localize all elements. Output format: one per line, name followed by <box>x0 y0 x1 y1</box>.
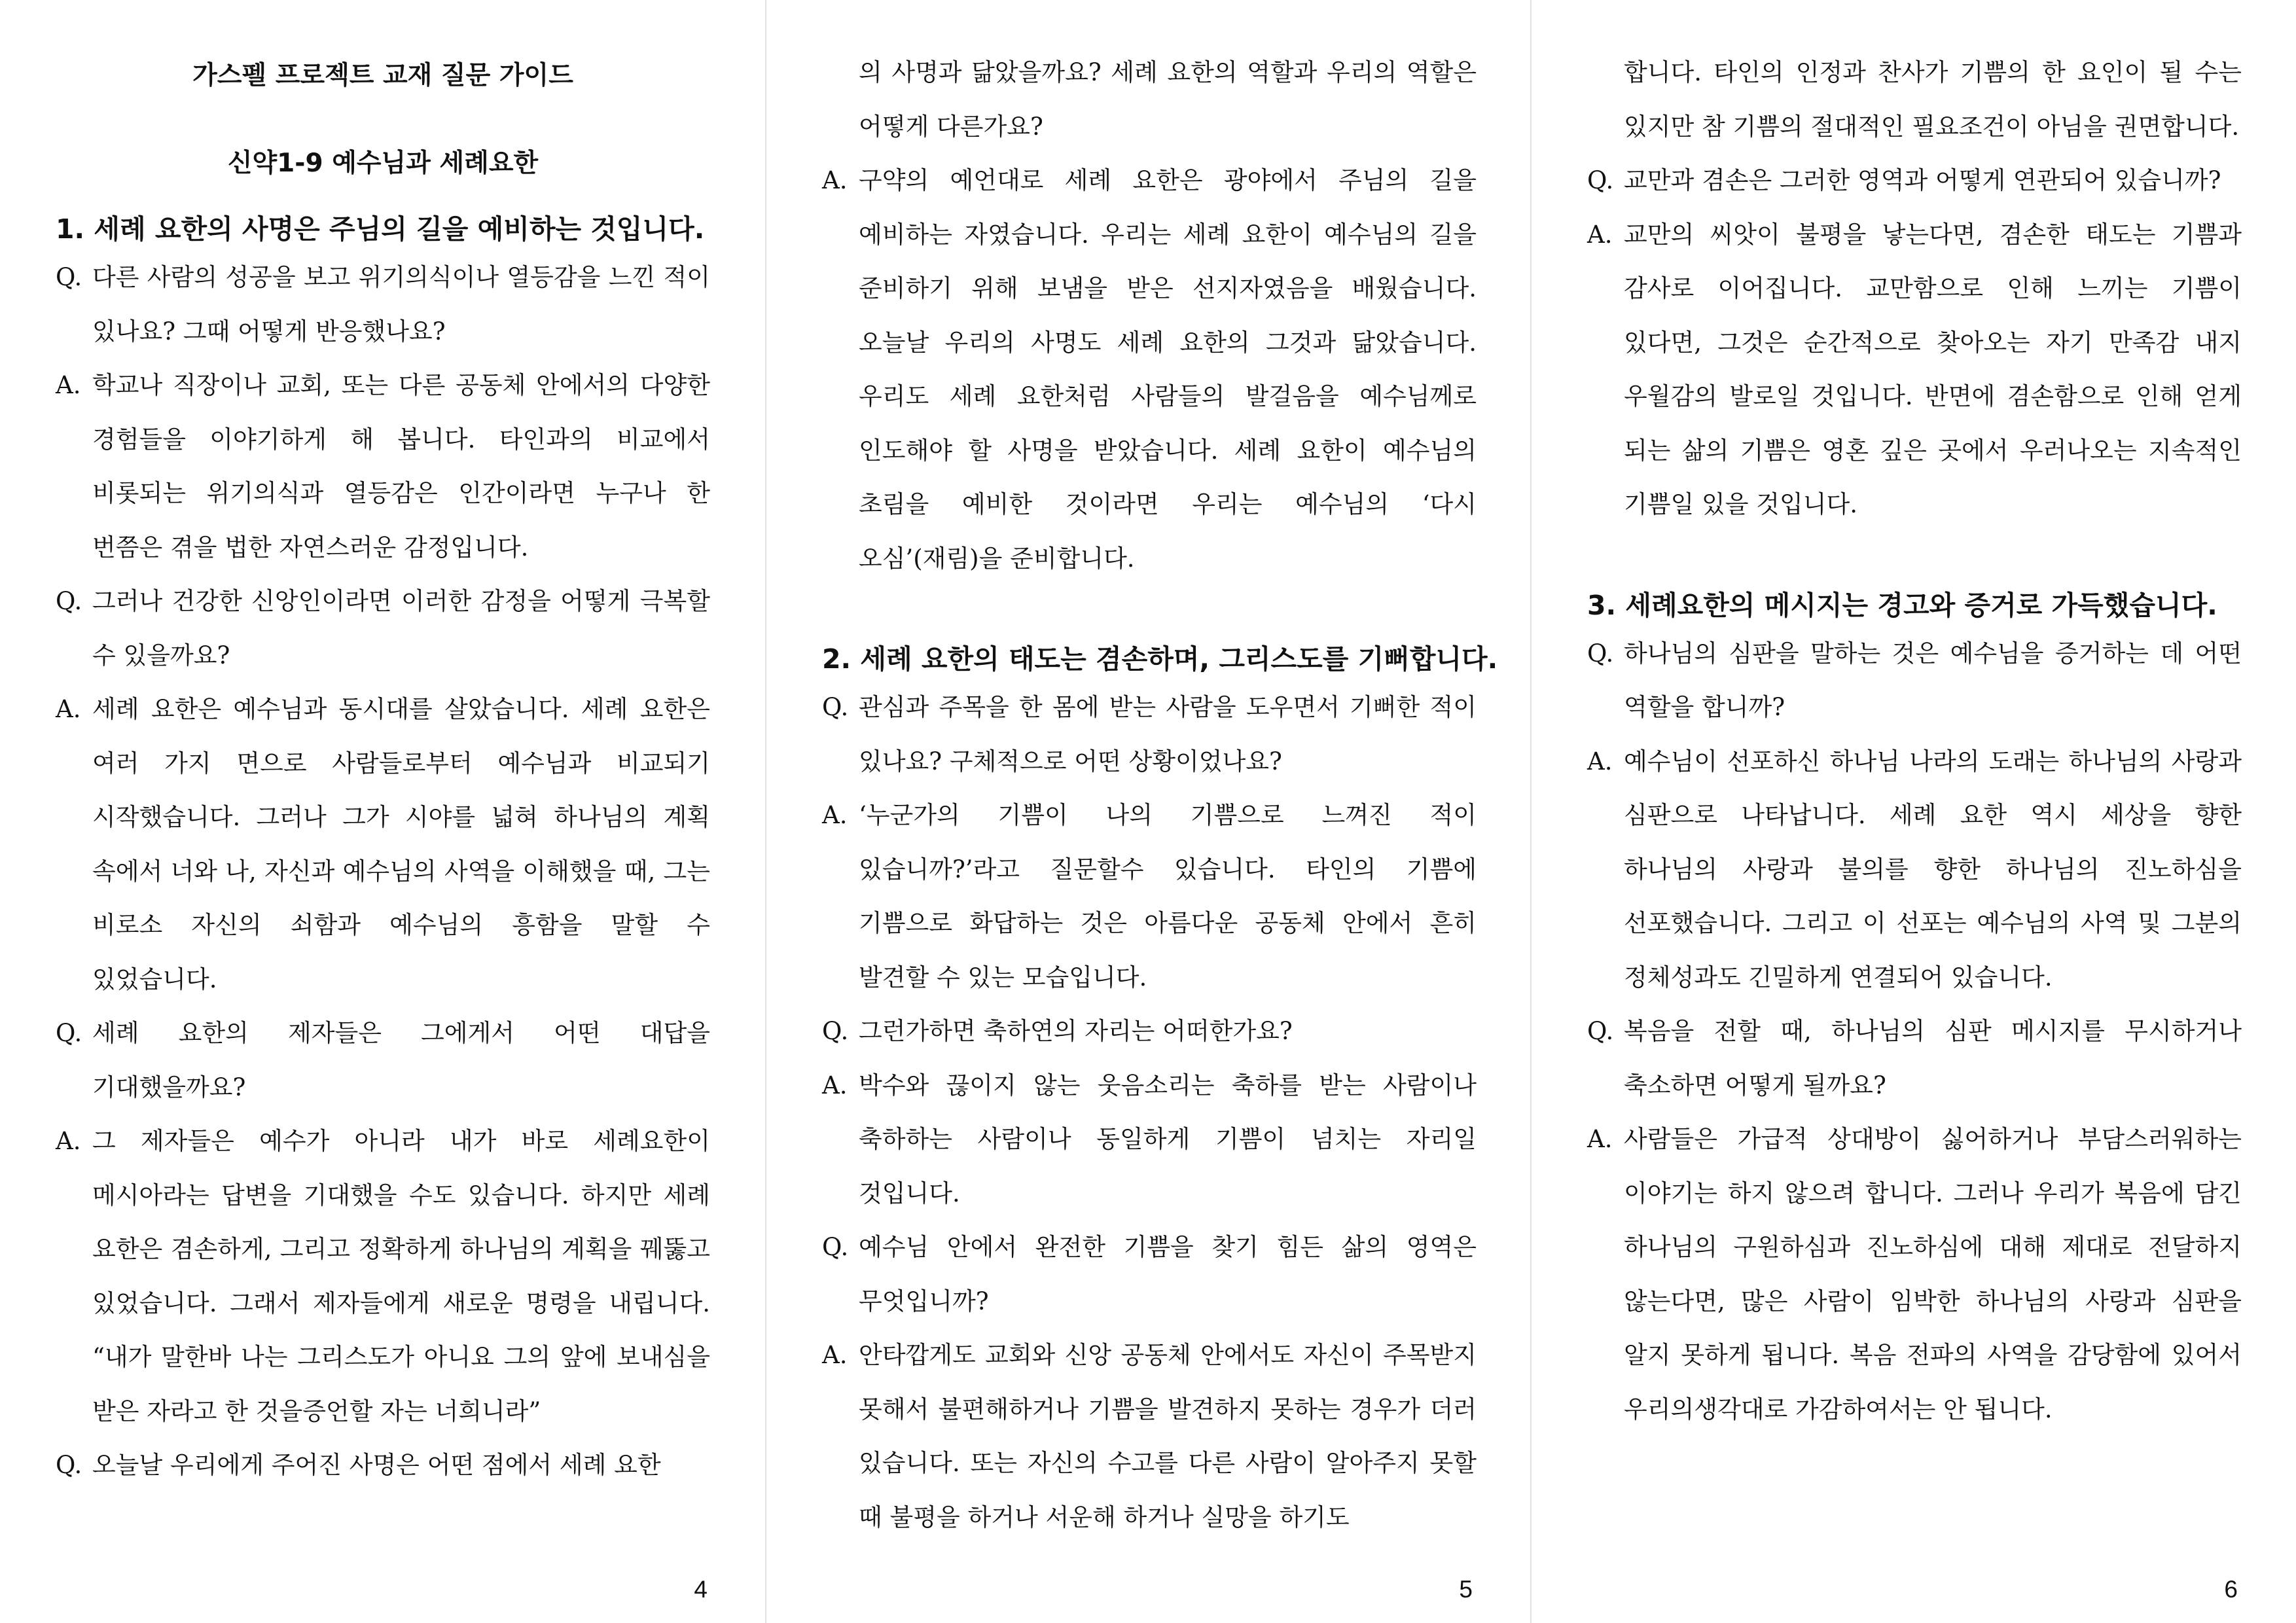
qa-item <box>56 359 710 575</box>
document-title: 가스펠 프로젝트 교재 질문 가이드 <box>192 61 573 90</box>
page-6 <box>1530 0 2295 1623</box>
qa-item <box>1587 627 2242 735</box>
qa-text: 교만의 씨앗이 불평을 낳는다면, 겸손한 태도는 기쁨과 감사로 이어집니다. 교만함으로 인해 느끼는 기쁨이 있다면, 그것은 순간적으로 찾아오는 자기 만족감 내지 우월감의 발로일 것입니다. 반면에 겸손함으로 인해 얻게 되는 삶의 기쁨은 영혼 깊은 곳에서 우러나오는 지속적인 기쁨일 있을 것입니다. <box>1624 220 2242 518</box>
qa-list <box>1587 46 2242 532</box>
qa-item <box>1587 208 2242 532</box>
qa-text: ‘누군가의 기쁨이 나의 기쁨으로 느껴진 적이 있습니까?’라고 질문할수 있습니다. 타인의 기쁨에 기쁨으로 화답하는 것은 아름다운 공동체 안에서 흔히 발견할 수 있는 모습입니다. <box>859 801 1477 991</box>
section-heading-3: 3. 세례요한의 메시지는 경고와 증거로 가득했습니다. <box>1587 589 2217 621</box>
qa-text: 세례 요한은 예수님과 동시대를 살았습니다. 세례 요한은 여러 가지 면으로 사람들로부터 예수님과 비교되기 시작했습니다. 그러나 그가 시야를 넓혀 하나님의 계획 속에서 너와 나, 자신과 예수님의 사역을 이해했을 때, 그는 비로소 자신의 쇠함과 예수님의 흥함을 말할 수 있었습니다. <box>92 695 710 993</box>
qa-marker: A. <box>822 166 848 194</box>
qa-marker: A. <box>822 1341 848 1369</box>
qa-item <box>822 1221 1477 1329</box>
qa-text: 그런가하면 축하연의 자리는 어떠한가요? <box>859 1017 1293 1045</box>
qa-list <box>56 251 710 1493</box>
qa-list <box>822 46 1477 586</box>
qa-text: 그 제자들은 예수가 아니라 내가 바로 세례요한이 메시아라는 답변을 기대했을 수도 있습니다. 하지만 세례 요한은 겸손하게, 그리고 정확하게 하나님의 계획을 꿰뚫고 있었습니다. 그래서 제자들에게 새로운 명령을 내립니다. “내가 말한바 나는 그리스도가 아니요 그의 앞에 보내심을 받은 자라고 한 것을증언할 자는 너희니라” <box>92 1127 710 1425</box>
qa-marker: A. <box>1587 220 1613 249</box>
qa-text: 하나님의 심판을 말하는 것은 예수님을 증거하는 데 어떤 역할을 합니까? <box>1624 639 2242 721</box>
qa-text: 의 사명과 닮았을까요? 세례 요한의 역할과 우리의 역할은 어떻게 다른가요? <box>859 58 1477 141</box>
qa-marker: Q. <box>822 1233 849 1261</box>
qa-marker <box>822 46 859 154</box>
qa-list <box>1587 627 2242 1437</box>
page-number: 5 <box>1459 1576 1473 1603</box>
qa-item <box>56 575 710 683</box>
qa-item <box>822 1005 1477 1059</box>
qa-text: 관심과 주목을 한 몸에 받는 사람을 도우면서 기뻐한 적이 있나요? 구체적으로 어떤 상황이었나요? <box>859 693 1477 776</box>
qa-text: 오늘날 우리에게 주어진 사명은 어떤 점에서 세례 요한 <box>92 1451 661 1479</box>
page-content <box>1587 46 2242 1436</box>
qa-marker: Q. <box>1587 639 1614 668</box>
qa-text: 복음을 전할 때, 하나님의 심판 메시지를 무시하거나 축소하면 어떻게 될까요? <box>1624 1017 2242 1099</box>
qa-item <box>1587 46 2242 154</box>
section-heading-2: 2. 세례 요한의 태도는 겸손하며, 그리스도를 기뻐합니다. <box>822 643 1498 675</box>
qa-item <box>56 1115 710 1438</box>
qa-item <box>56 251 710 359</box>
qa-item <box>822 789 1477 1005</box>
qa-item <box>822 1329 1477 1544</box>
qa-marker: A. <box>1587 747 1613 776</box>
qa-item <box>822 154 1477 586</box>
qa-marker: A. <box>822 801 848 829</box>
qa-item <box>56 683 710 1007</box>
qa-text: 그러나 건강한 신앙인이라면 이러한 감정을 어떻게 극복할 수 있을까요? <box>92 587 710 669</box>
qa-item <box>56 1007 710 1115</box>
qa-text: 사람들은 가급적 상대방이 싫어하거나 부담스러워하는 이야기는 하지 않으려 합니다. 그러나 우리가 복음에 담긴 하나님의 구원하심과 진노하심에 대해 제대로 전달하지 않는다면, 많은 사람이 임박한 하나님의 사랑과 심판을 알지 못하게 됩니다. 복음 전파의 사역을 감당함에 있어서 우리의생각대로 가감하여서는 안 됩니다. <box>1624 1125 2242 1423</box>
qa-list <box>822 681 1477 1544</box>
qa-item <box>822 46 1477 154</box>
qa-marker: Q. <box>1587 1017 1614 1045</box>
spacer <box>822 586 1477 639</box>
page-number: 4 <box>694 1576 708 1603</box>
page-content <box>822 46 1498 1544</box>
page-content <box>56 46 710 1493</box>
qa-marker: Q. <box>822 1017 849 1045</box>
section-heading-1: 1. 세례 요한의 사명은 주님의 길을 예비하는 것입니다. <box>56 213 705 245</box>
qa-marker: Q. <box>56 263 82 291</box>
qa-text: 예수님 안에서 완전한 기쁨을 찾기 힘든 삶의 영역은 무엇입니까? <box>859 1233 1477 1315</box>
page-number: 6 <box>2224 1576 2238 1603</box>
spacer <box>1587 532 2242 586</box>
qa-item <box>1587 154 2242 208</box>
qa-marker: Q. <box>56 1019 82 1047</box>
qa-text: 학교나 직장이나 교회, 또는 다른 공동체 안에서의 다양한 경험들을 이야기하게 해 봅니다. 타인과의 비교에서 비롯되는 위기의식과 열등감은 인간이라면 누구나 한 번쯤은 겪을 법한 자연스러운 감정입니다. <box>92 371 710 562</box>
qa-marker: Q. <box>822 693 849 721</box>
qa-marker: A. <box>822 1071 848 1099</box>
qa-marker: Q. <box>1587 166 1614 194</box>
qa-marker: Q. <box>56 587 82 615</box>
qa-text: 구약의 예언대로 세례 요한은 광야에서 주님의 길을 예비하는 자였습니다. 우리는 세례 요한이 예수님의 길을 준비하기 위해 보냄을 받은 선지자였음을 배웠습니다. 오늘날 우리의 사명도 세례 요한의 그것과 닮았습니다. 우리도 세례 요한처럼 사람들의 발걸음을 예수님께로 인도해야 할 사명을 받았습니다. 세례 요한이 예수님의 초림을 예비한 것이라면 우리는 예수님의 ‘다시 오심’(재림)을 준비합니다. <box>859 166 1477 573</box>
qa-marker: A. <box>56 371 81 399</box>
qa-item <box>1587 1005 2242 1113</box>
qa-marker: Q. <box>56 1451 82 1479</box>
qa-item <box>822 1059 1477 1221</box>
qa-item <box>1587 735 2242 1005</box>
qa-text: 예수님이 선포하신 하나님 나라의 도래는 하나님의 사랑과 심판으로 나타납니다. 세례 요한 역시 세상을 향한 하나님의 사랑과 불의를 향한 하나님의 진노하심을 선포했습니다. 그리고 이 선포는 예수님의 사역 및 그분의 정체성과도 긴밀하게 연결되어 있습니다. <box>1624 747 2242 991</box>
page-5 <box>765 0 1530 1623</box>
qa-marker: A. <box>56 695 81 723</box>
qa-text: 박수와 끊이지 않는 웃음소리는 축하를 받는 사람이나 축하하는 사람이나 동일하게 기쁨이 넘치는 자리일 것입니다. <box>859 1071 1477 1207</box>
qa-text: 세례 요한의 제자들은 그에게서 어떤 대답을 기대했을까요? <box>92 1019 710 1101</box>
qa-marker: A. <box>56 1127 81 1155</box>
qa-text: 합니다. 타인의 인정과 찬사가 기쁨의 한 요인이 될 수는 있지만 참 기쁨의 절대적인 필요조건이 아님을 권면합니다. <box>1624 58 2242 141</box>
section-title: 신약1-9 예수님과 세례요한 <box>227 149 539 178</box>
qa-marker: A. <box>1587 1125 1613 1153</box>
qa-item <box>822 681 1477 789</box>
qa-text: 교만과 겸손은 그러한 영역과 어떻게 연관되어 있습니까? <box>1624 166 2221 194</box>
qa-item <box>56 1438 710 1493</box>
qa-marker <box>1587 46 1624 154</box>
qa-item <box>1587 1113 2242 1436</box>
qa-text: 안타깝게도 교회와 신앙 공동체 안에서도 자신이 주목받지 못해서 불편해하거나 기쁨을 발견하지 못하는 경우가 더러 있습니다. 또는 자신의 수고를 다른 사람이 알아주지 못할 때 불평을 하거나 서운해 하거나 실망을 하기도 <box>859 1341 1477 1531</box>
page-4 <box>0 0 765 1623</box>
qa-text: 다른 사람의 성공을 보고 위기의식이나 열등감을 느낀 적이 있나요? 그때 어떻게 반응했나요? <box>92 263 710 346</box>
